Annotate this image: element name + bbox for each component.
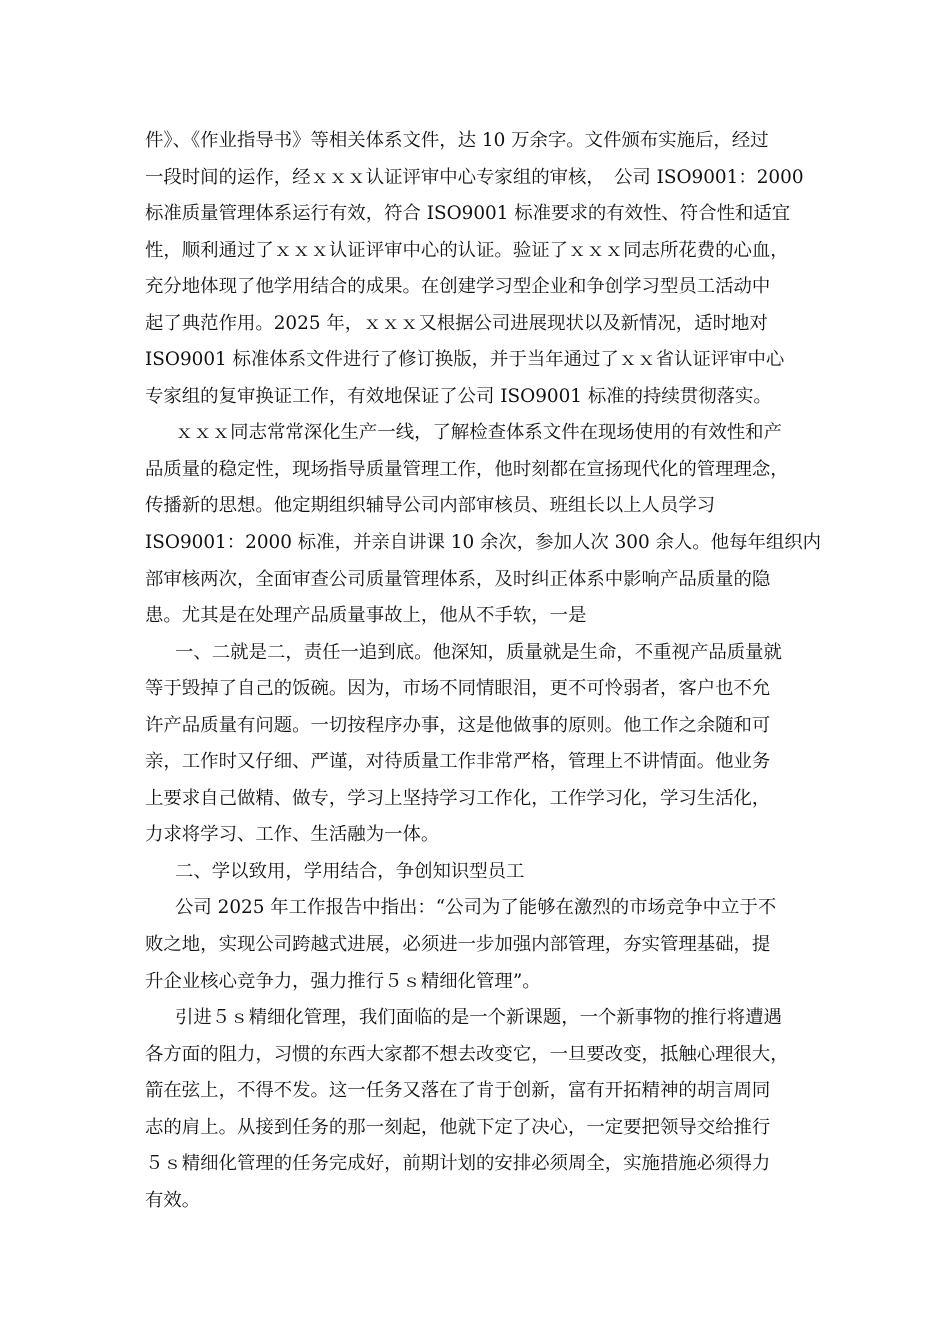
text-line: 件》、《作业指导书》等相关体系文件，达 10 万余字。文件颁布实施后，经过	[145, 130, 769, 151]
text-line: 上要求自己做精、做专，学习上坚持学习工作化，工作学习化，学习生活化，	[145, 787, 771, 809]
text-line: 败之地，实现公司跨越式进展，必须进一步加强内部管理，夯实管理基础，提	[145, 934, 771, 956]
text-line: 亲，工作时又仔细、严谨，对待质量工作非常严格，管理上不讲情面。他业务	[145, 751, 771, 773]
text-line: 等于毁掉了自己的饭碗。因为，市场不同情眼泪，更不可怜弱者，客户也不允	[145, 678, 771, 700]
text-line: 有效。	[145, 1189, 201, 1211]
text-line: 部审核两次，全面审查公司质量管理体系，及时纠正体系中影响产品质量的隐	[145, 568, 771, 590]
text-line: ISO9001：2000 标准，并亲自讲课 10 余次，参加人次 300 余人。他每年组织内	[145, 532, 822, 554]
text-line: 箭在弦上，不得不发。这一任务又落在了肯于创新，富有开拓精神的胡言周同	[145, 1080, 771, 1102]
text-line: 升企业核心竞争力，强力推行５ｓ精细化管理”。	[145, 970, 541, 992]
body-text	[145, 123, 822, 1219]
text-line: 患。尤其是在处理产品质量事故上，他从不手软，一是	[145, 605, 587, 627]
text-line: 各方面的阻力，习惯的东西大家都不想去改变它，一旦要改变，抵触心理很大，	[145, 1043, 789, 1065]
text-line: 专家组的复审换证工作，有效地保证了公司 ISO9001 标准的持续贯彻落实。	[145, 385, 772, 407]
section-heading: 二、学以致用，学用结合，争创知识型员工	[175, 860, 525, 882]
text-line: 标准质量管理体系运行有效，符合 ISO9001 标准要求的有效性、符合性和适宜	[145, 203, 791, 225]
text-line: ５ｓ精细化管理的任务完成好，前期计划的安排必须周全，实施措施必须得力	[145, 1153, 771, 1175]
paragraph-start-line: 引进５ｓ精细化管理，我们面临的是一个新课题，一个新事物的推行将遭遇	[175, 1007, 782, 1029]
paragraph-start-line: 公司 2025 年工作报告中指出：“公司为了能够在激烈的市场竞争中立于不	[175, 897, 777, 919]
paragraph-start-line: 一、二就是二，责任一追到底。他深知，质量就是生命，不重视产品质量就	[175, 641, 782, 663]
text-line: 传播新的思想。他定期组织辅导公司内部审核员、班组长以上人员学习	[145, 495, 716, 517]
text-line: 充分地体现了他学用结合的成果。在创建学习型企业和争创学习型员工活动中	[145, 276, 771, 298]
text-line: 一段时间的运作，经ｘｘｘ认证评审中心专家组的审核， 公司 ISO9001：2000	[145, 166, 804, 188]
text-line: 起了典范作用。2025 年，ｘｘｘ又根据公司进展现状以及新情况，适时地对	[145, 312, 768, 334]
text-line: 许产品质量有问题。一切按程序办事，这是他做事的原则。他工作之余随和可	[145, 714, 771, 736]
text-line: ISO9001 标准体系文件进行了修订换版，并于当年通过了ｘｘ省认证评审中心	[145, 349, 785, 371]
text-line: 品质量的稳定性，现场指导质量管理工作，他时刻都在宣扬现代化的管理理念，	[145, 458, 789, 480]
text-line: 志的肩上。从接到任务的那一刻起，他就下定了决心，一定要把领导交给推行	[145, 1116, 771, 1138]
paragraph-start-line: ｘｘｘ同志常常深化生产一线，了解检查体系文件在现场使用的有效性和产	[175, 422, 782, 444]
text-line: 力求将学习、工作、生活融为一体。	[145, 824, 440, 846]
text-line: 性，顺利通过了ｘｘｘ认证评审中心的认证。验证了ｘｘｘ同志所花费的心血，	[145, 239, 789, 261]
